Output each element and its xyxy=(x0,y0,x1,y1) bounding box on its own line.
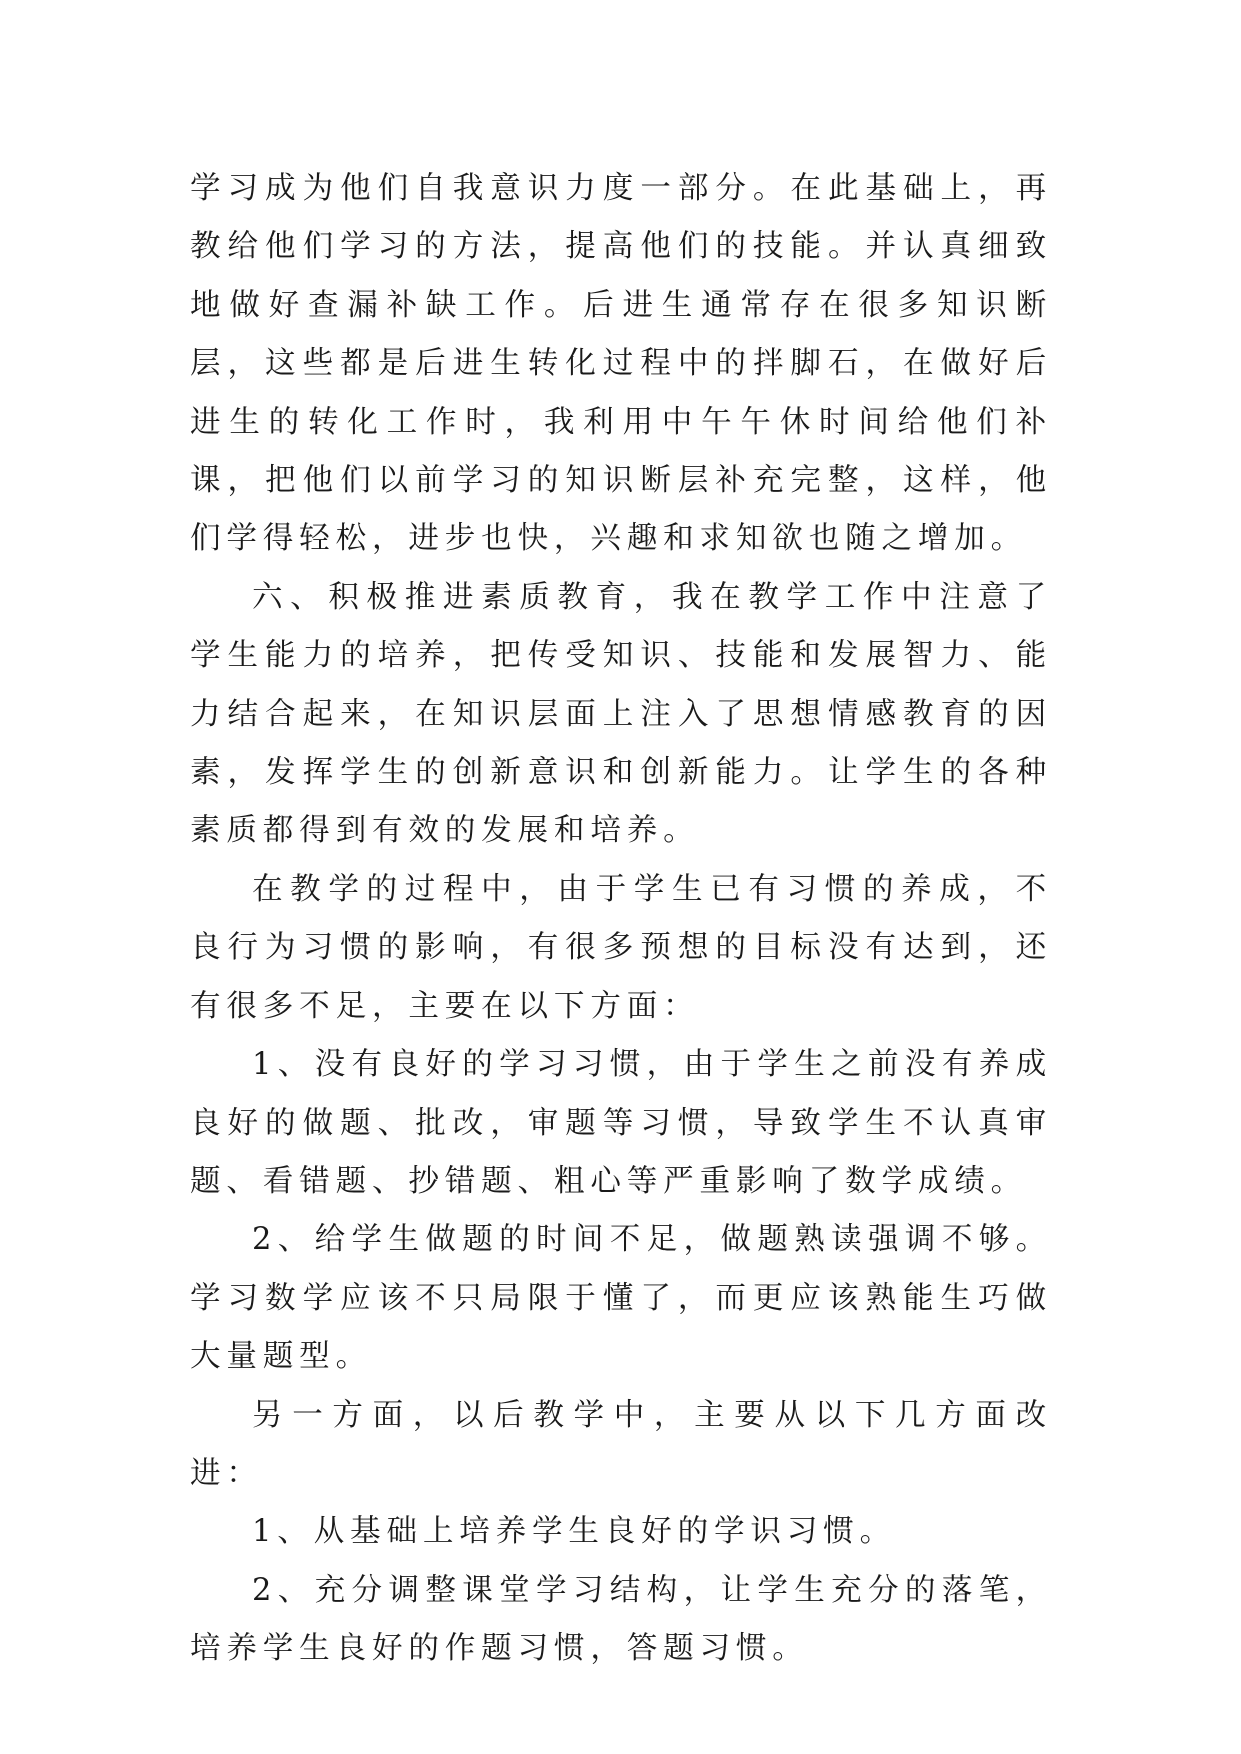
paragraph-improvements-intro: 另一方面，以后教学中，主要从以下几方面改进： xyxy=(190,1397,1052,1491)
document-body xyxy=(190,160,1052,1679)
paragraph-improvement-1: 1、从基础上培养学生良好的学识习惯。 xyxy=(252,1514,896,1550)
paragraph-shortcoming-2: 2、给学生做题的时间不足，做题熟读强调不够。学习数学应该不只局限于懂了，而更应该熟能生巧做大量题型。 xyxy=(190,1222,1052,1375)
paragraph-continuation: 学习成为他们自我意识力度一部分。在此基础上，再教给他们学习的方法，提高他们的技能。并认真细致地做好查漏补缺工作。后进生通常存在很多知识断层，这些都是后进生转化过程中的拌脚石，在做好后进生的转化工作时，我利用中午午休时间给他们补课，把他们以前学习的知识断层补充完整，这样，他们学得轻松，进步也快，兴趣和求知欲也随之增加。 xyxy=(190,171,1052,557)
paragraph-shortcomings-intro: 在教学的过程中，由于学生已有习惯的养成，不良行为习惯的影响，有很多预想的目标没有达到，还有很多不足，主要在以下方面： xyxy=(190,871,1052,1024)
paragraph-shortcoming-1: 1、没有良好的学习习惯，由于学生之前没有养成良好的做题、批改，审题等习惯，导致学生不认真审题、看错题、抄错题、粗心等严重影响了数学成绩。 xyxy=(190,1047,1052,1199)
paragraph-quality-education: 六、积极推进素质教育，我在教学工作中注意了学生能力的培养，把传受知识、技能和发展智力、能力结合起来，在知识层面上注入了思想情感教育的因素，发挥学生的创新意识和创新能力。让学生的各种素质都得到有效的发展和培养。 xyxy=(190,579,1052,849)
paragraph-improvement-2: 2、充分调整课堂学习结构，让学生充分的落笔，培养学生良好的作题习惯，答题习惯。 xyxy=(190,1572,1052,1667)
